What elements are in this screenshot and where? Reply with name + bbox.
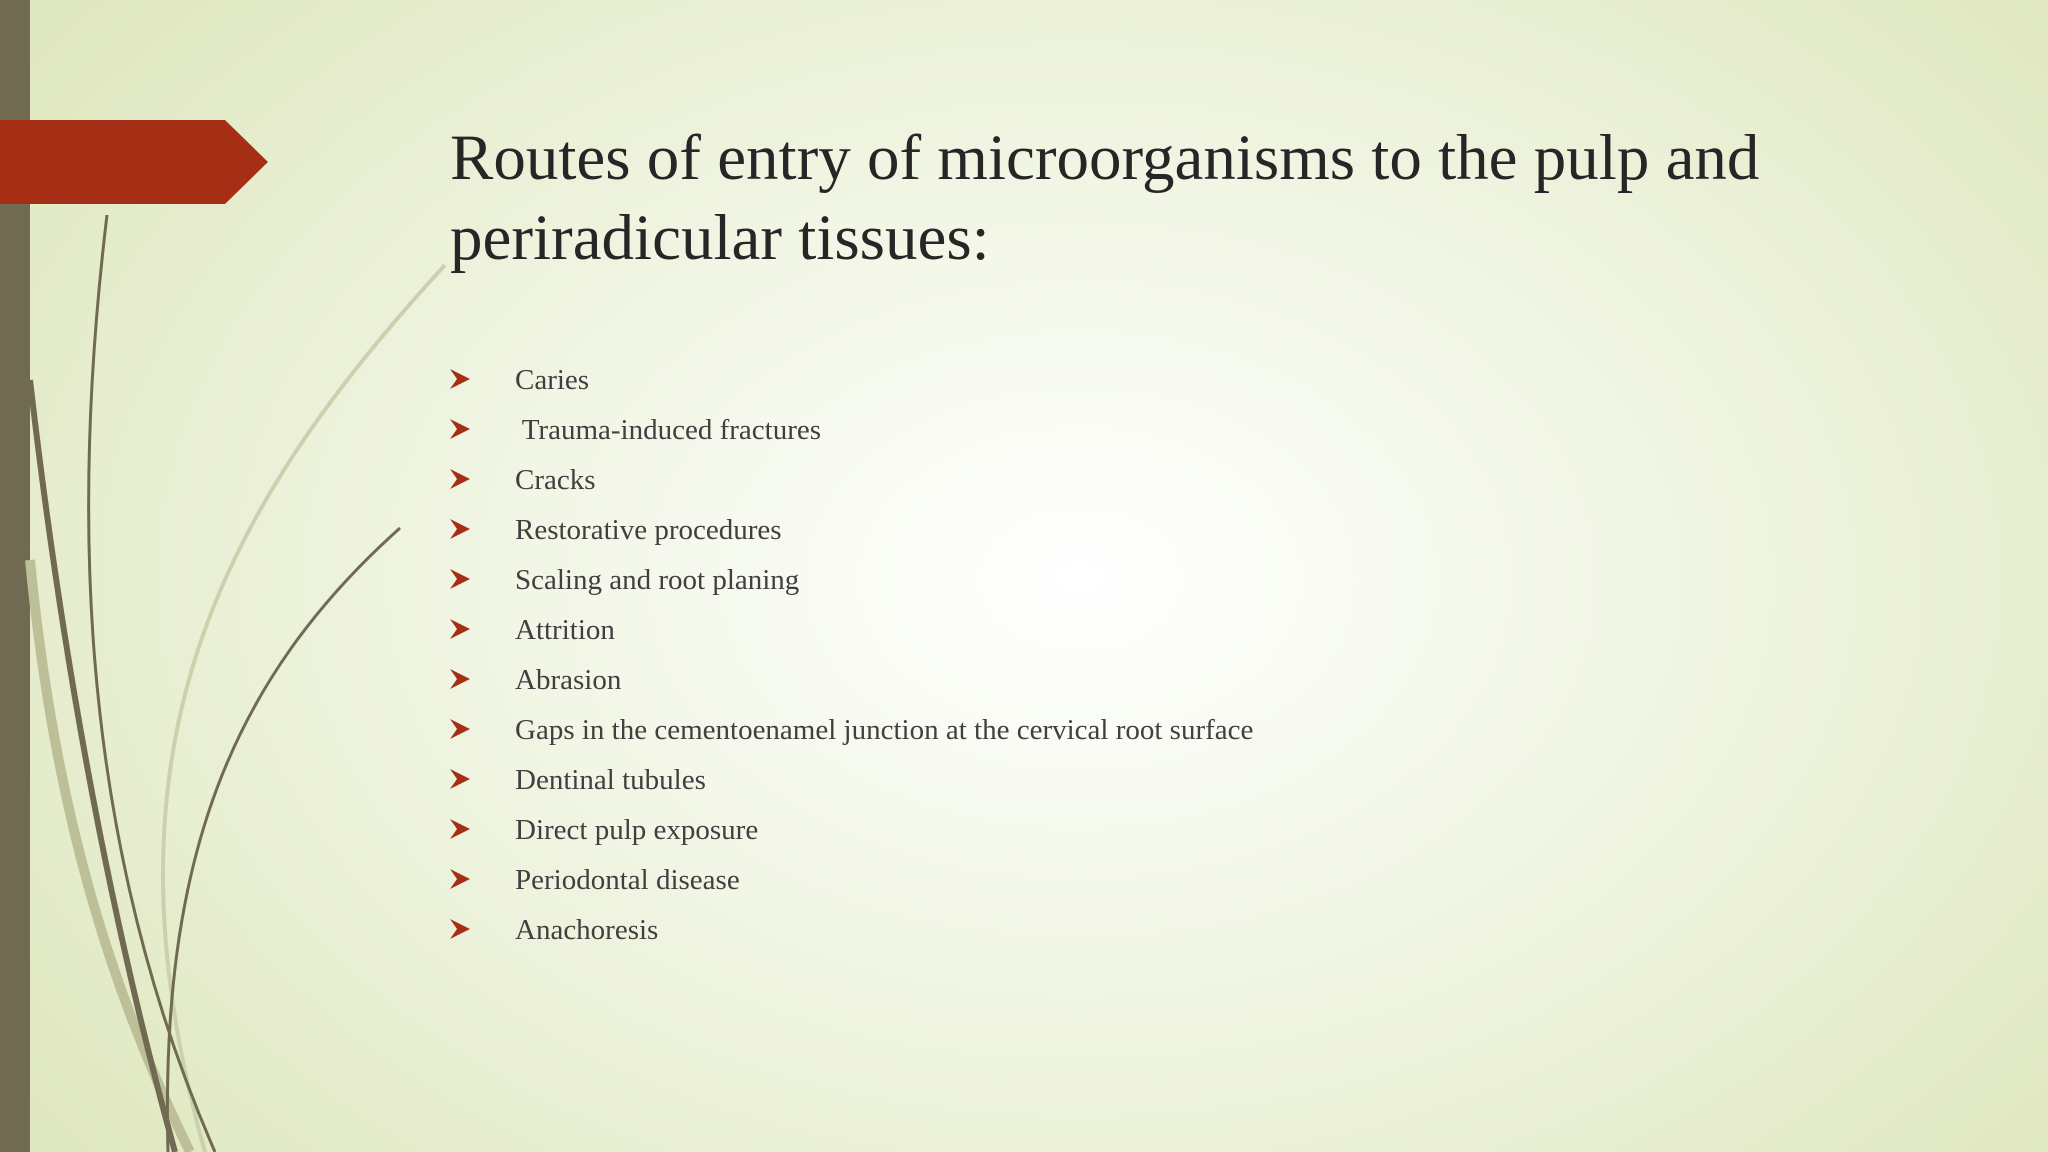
bullet-text: Attrition — [515, 614, 615, 646]
bullet-item — [450, 755, 1850, 805]
arrowhead-bullet-icon — [450, 419, 470, 439]
bullet-text: Direct pulp exposure — [515, 814, 759, 846]
slide-title: Routes of entry of microorganisms to the pulp and periradicular tissues: — [450, 122, 1760, 274]
bullet-item — [450, 555, 1850, 605]
bullet-text: Restorative procedures — [515, 514, 782, 546]
bullet-item — [450, 855, 1850, 905]
arrowhead-bullet-icon — [450, 669, 470, 689]
arrowhead-bullet-icon — [450, 469, 470, 489]
arrowhead-bullet-icon — [450, 769, 470, 789]
bullet-text: Anachoresis — [515, 914, 659, 946]
bullet-item — [450, 705, 1850, 755]
bullet-item — [450, 605, 1850, 655]
bullet-list — [450, 355, 1850, 955]
arrowhead-bullet-icon — [450, 569, 470, 589]
arrowhead-bullet-icon — [450, 819, 470, 839]
bullet-item — [450, 805, 1850, 855]
bullet-text: Gaps in the cementoenamel junction at the cervical root surface — [515, 714, 1254, 746]
bullet-text: Abrasion — [515, 664, 622, 696]
accent-tab-shape — [0, 120, 268, 204]
arrowhead-bullet-icon — [450, 869, 470, 889]
bullet-text: Caries — [515, 364, 590, 396]
bullet-text: Dentinal tubules — [515, 764, 706, 796]
bullet-item — [450, 655, 1850, 705]
arrowhead-bullet-icon — [450, 919, 470, 939]
arrowhead-bullet-icon — [450, 369, 470, 389]
bullet-item — [450, 455, 1850, 505]
bullet-item — [450, 355, 1850, 405]
bullet-text: Periodontal disease — [515, 864, 740, 896]
arrowhead-bullet-icon — [450, 519, 470, 539]
bullet-text: Scaling and root planing — [515, 564, 800, 596]
bullet-text: Trauma-induced fractures — [515, 414, 822, 446]
arrowhead-bullet-icon — [450, 719, 470, 739]
arrowhead-bullet-icon — [450, 619, 470, 639]
bullet-item — [450, 405, 1850, 455]
bullet-item — [450, 505, 1850, 555]
bullet-text: Cracks — [515, 464, 596, 496]
bullet-item — [450, 905, 1850, 955]
